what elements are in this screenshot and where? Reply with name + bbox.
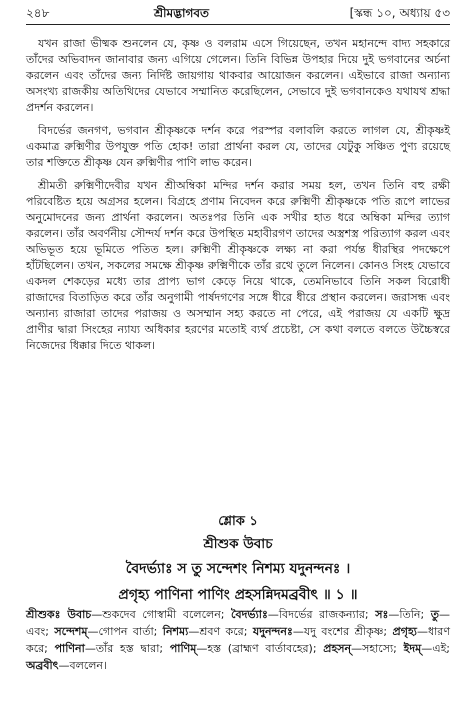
- body-text: [26, 36, 450, 361]
- synonym-term: পাণিনা: [54, 642, 85, 655]
- paragraph-1: যখন রাজা ভীষ্মক শুনলেন যে, কৃষ্ণ ও বলরাম এসে গিয়েছেন, তখন মহানন্দে বাদ্য সহকারে তাঁদের অভিবাদন জানাবার জন্য এগিয়ে গেলেন। তিনি বিভিন্ন উপহার দিয়ে দুই ভগবানের অর্চনা করলেন এবং তাঁদের জন্য নির্দিষ্ট জায়গায় থাকবার আয়োজন করলেন। এইভাবে রাজা অন্যান্য অসংখ্য রাজকীয় অতিথিদের যেভাবে সম্মানিত করেছিলেন, সেভাবে দুই ভগবানকেও যথাযথ শ্রদ্ধা প্রদর্শন করলেন।: [26, 37, 450, 114]
- synonym-meaning: বললেন।: [69, 659, 107, 672]
- synonym-term: সন্দেশম্: [54, 625, 88, 638]
- synonym-meaning: শ্রবণ করে;: [199, 625, 253, 638]
- synonym-entry: সন্দেশম্—গোপন বার্তা;: [54, 625, 163, 638]
- synonym-term: শ্রীশুকঃ উবাচ: [26, 608, 92, 621]
- synonym-term: যদুনন্দনঃ: [252, 625, 293, 638]
- synonym-entry: ইদম্—এই;: [403, 642, 450, 655]
- synonym-meaning: এই;: [432, 642, 450, 655]
- synonym-meaning: গোপন বার্তা;: [98, 625, 163, 638]
- header-rule: [26, 24, 450, 25]
- synonym-term: বৈদর্ভ্যাঃ: [231, 608, 268, 621]
- synonym-entry: পাণিম্—হস্ত (ব্রাহ্মণ বার্তাবহের);: [169, 642, 324, 655]
- verse-speaker: শ্রীশুক উবাচ: [203, 536, 273, 552]
- synonym-entry: শ্রীশুকঃ উবাচ—শুকদেব গোস্বামী বলেলেন;: [26, 608, 232, 621]
- synonym-term: নিশম্য: [162, 625, 189, 638]
- verse-line-1: বৈদর্ভ্যাঃ স তু সন্দেশং নিশম্য যদুনন্দনঃ ।: [125, 561, 351, 577]
- verse-number: শ্লোক ১: [218, 514, 258, 529]
- verse-block: [26, 512, 450, 608]
- synonym-meaning: শুকদেব গোস্বামী বলেলেন;: [102, 608, 232, 621]
- synonym-entry: সঃ—তিনি;: [375, 608, 431, 621]
- verse-line-2: প্রগৃহ্য পাণিনা পাণিং প্রহসন্নিদমব্রবীৎ ॥ ১ ॥: [118, 587, 358, 603]
- synonym-term: ইদম্: [403, 642, 422, 655]
- synonym-meaning: ধারণ করে;: [26, 625, 450, 655]
- synonym-term: সঃ: [375, 608, 389, 621]
- synonym-entry: যদুনন্দনঃ—যদু বংশের শ্রীকৃষ্ণ;: [252, 625, 393, 638]
- paragraph-2: বিদর্ভের জনগণ, ভগবান শ্রীকৃষ্ণকে দর্শন করে পরস্পর বলাবলি করতে লাগল যে, শ্রীকৃষ্ণই একমাত্র রুক্মিণীর উপযুক্ত পতি হোক! তারা প্রার্থনা করল যে, তাদের যেটুকু সঞ্চিত পুণ্য রয়েছে তার শক্তিতে শ্রীকৃষ্ণ যেন রুক্মিণীর পাণি লাভ করেন।: [26, 124, 450, 169]
- synonym-term: প্রহসন্: [323, 642, 352, 655]
- synonym-term: প্রগৃহ্য: [392, 625, 417, 638]
- synonym-entry: তু—এবং;: [26, 608, 450, 638]
- paragraph-3: শ্রীমতী রুক্মিণীদেবীর যখন শ্রীঅম্বিকা মন্দির দর্শন করার সময় হল, তখন তিনি বহু রক্ষী পরিবেষ্টিত হয়ে অগ্রসর হলেন। বিগ্রহে প্রণাম নিবেদন করে রুক্মিণী শ্রীকৃষ্ণকে পতি রূপে লাভের অনুমোদনের জন্য প্রার্থনা করলেন। অতঃপর তিনি এক সখীর হাত ধরে অম্বিকা মন্দির ত্যাগ করলেন। তাঁর অবর্ণনীয় সৌন্দর্য দর্শন করে উপস্থিত মহাবীরগণ তাদের অস্ত্রশস্ত্র পরিত্যাগ করল এবং অভিভূত হয়ে ভূমিতে পতিত হল। রুক্মিণী শ্রীকৃষ্ণকে লক্ষ্য না করা পর্যন্ত ধীরস্থির পদক্ষেপে হাঁটছিলেন। তখন, সকলের সমক্ষে শ্রীকৃষ্ণ রুক্মিণীকে তাঁর রথে তুলে নিলেন। কোনও সিংহ যেভাবে একদল শেকড়ের মধ্যে তার প্রাপ্য ভাগ কেড়ে নিয়ে থাকে, তেমনিভাবে তিনি সকল বিরোধী রাজাদের বিতাড়িত করে তাঁর অনুগামী পার্ষদগণের সঙ্গে ধীরে ধীরে প্রস্থান করলেন। জরাসন্ধ এবং অন্যান্য রাজারা তাদের পরাজয় ও অসম্মান সহ্য করতে না পেরে, এই পরাজয় যে একটি ক্ষুদ্র প্রাণীর দ্বারা সিংহের ন্যায্য অধিকার হরণের মতোই ব্যর্থ প্রচেষ্টা, সে কথা বলতে বলতে উচ্চৈস্বরে নিজেদের ধিক্কার দিতে থাকল।: [26, 179, 450, 352]
- running-title: শ্রীমদ্ভাগবত: [154, 6, 210, 20]
- synonym-term: তু: [430, 608, 439, 621]
- synonym-meaning: যদু বংশের শ্রীকৃষ্ণ;: [303, 625, 393, 638]
- synonym-meaning: বিদর্ভের রাজকন্যার;: [278, 608, 376, 621]
- synonym-entry: অব্রবীৎ—বললেন।: [26, 659, 107, 672]
- page-number: ২৪৮: [26, 6, 50, 20]
- synonym-entry: বৈদর্ভ্যাঃ—বিদর্ভের রাজকন্যার;: [231, 608, 376, 621]
- synonym-meaning: তিনি;: [399, 608, 431, 621]
- synonym-entry: পাণিনা—তাঁর হস্ত দ্বারা;: [54, 642, 170, 655]
- chapter-reference: [স্কন্ধ ১০, অধ্যায় ৫৩: [349, 6, 450, 20]
- synonym-entry: প্রগৃহ্য—ধারণ করে;: [26, 625, 450, 655]
- synonym-entry: নিশম্য—শ্রবণ করে;: [162, 625, 253, 638]
- synonyms: [26, 606, 450, 674]
- synonym-meaning: সহাস্যে;: [362, 642, 404, 655]
- synonym-meaning: এবং;: [26, 625, 55, 638]
- synonym-term: অব্রবীৎ: [26, 659, 59, 672]
- synonym-meaning: হস্ত (ব্রাহ্মণ বার্তাবহের);: [207, 642, 324, 655]
- synonym-term: পাণিম্: [169, 642, 197, 655]
- page-header: [26, 3, 450, 25]
- synonym-entry: প্রহসন্—সহাস্যে;: [323, 642, 404, 655]
- synonym-meaning: তাঁর হস্ত দ্বারা;: [95, 642, 170, 655]
